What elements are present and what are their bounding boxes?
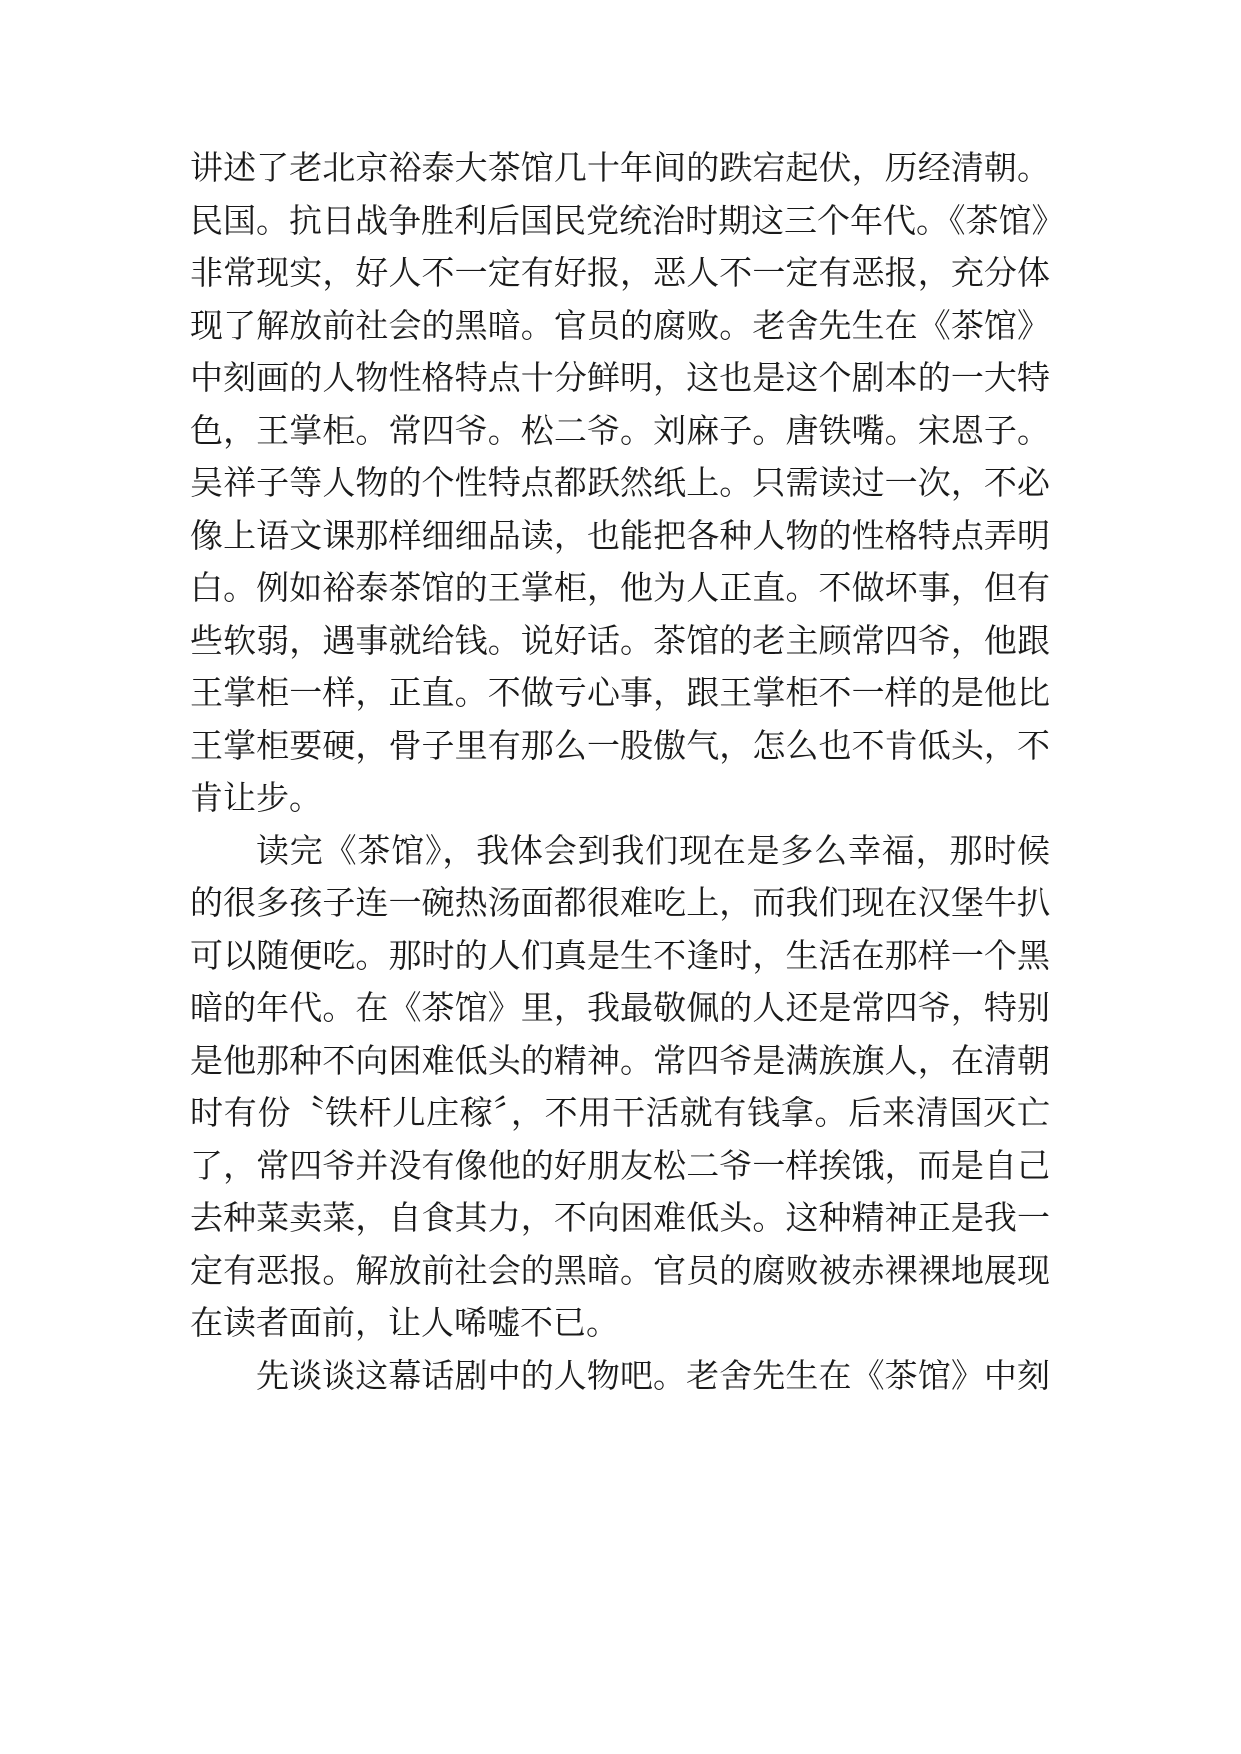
text-line: 现了解放前社会的黑暗。官员的腐败。老舍先生在《茶馆》 bbox=[190, 305, 1050, 345]
text-line: 定有恶报。解放前社会的黑暗。官员的腐败被赤裸裸地展现 bbox=[190, 1250, 1050, 1290]
text-line: 非常现实，好人不一定有好报，恶人不一定有恶报，充分体 bbox=[190, 253, 1050, 292]
text-line: 白。例如裕泰茶馆的王掌柜，他为人正直。不做坏事，但有 bbox=[190, 568, 1050, 607]
text-line: 色，王掌柜。常四爷。松二爷。刘麻子。唐铁嘴。宋恩子。 bbox=[190, 410, 1050, 450]
text-line: 去种菜卖菜，自食其力，不向困难低头。这种精神正是我一 bbox=[190, 1198, 1050, 1237]
text-line: 王掌柜要硬，骨子里有那么一股傲气，怎么也不肯低头，不 bbox=[190, 725, 1050, 765]
text-line: 读完《茶馆》，我体会到我们现在是多么幸福，那时候 bbox=[256, 830, 1050, 870]
text-line: 王掌柜一样，正直。不做亏心事，跟王掌柜不一样的是他比 bbox=[190, 673, 1050, 712]
text-line: 时有份〝铁杆儿庄稼〞，不用干活就有钱拿。后来清国灭亡 bbox=[190, 1093, 1050, 1132]
text-line: 像上语文课那样细细品读，也能把各种人物的性格特点弄明 bbox=[190, 515, 1050, 555]
text-line: 先谈谈这幕话剧中的人物吧。老舍先生在《茶馆》中刻 bbox=[256, 1355, 1050, 1395]
text-line: 些软弱，遇事就给钱。说好话。茶馆的老主顾常四爷，他跟 bbox=[190, 620, 1050, 660]
text-line: 肯让步。 bbox=[190, 778, 322, 817]
text-line: 的很多孩子连一碗热汤面都很难吃上，而我们现在汉堡牛扒 bbox=[190, 883, 1050, 922]
text-line: 在读者面前，让人唏嘘不已。 bbox=[190, 1303, 619, 1342]
text-line: 中刻画的人物性格特点十分鲜明，这也是这个剧本的一大特 bbox=[190, 358, 1050, 397]
text-line: 吴祥子等人物的个性特点都跃然纸上。只需读过一次，不必 bbox=[190, 463, 1050, 502]
text-line: 民国。抗日战争胜利后国民党统治时期这三个年代。《茶馆》 bbox=[190, 200, 1065, 240]
text-line: 是他那种不向困难低头的精神。常四爷是满族旗人，在清朝 bbox=[190, 1040, 1050, 1080]
text-line: 讲述了老北京裕泰大茶馆几十年间的跌宕起伏，历经清朝。 bbox=[190, 148, 1050, 187]
text-line: 暗的年代。在《茶馆》里，我最敬佩的人还是常四爷，特别 bbox=[190, 988, 1050, 1027]
text-line: 了，常四爷并没有像他的好朋友松二爷一样挨饿，而是自己 bbox=[190, 1145, 1050, 1185]
text-line: 可以随便吃。那时的人们真是生不逢时，生活在那样一个黑 bbox=[190, 935, 1050, 975]
